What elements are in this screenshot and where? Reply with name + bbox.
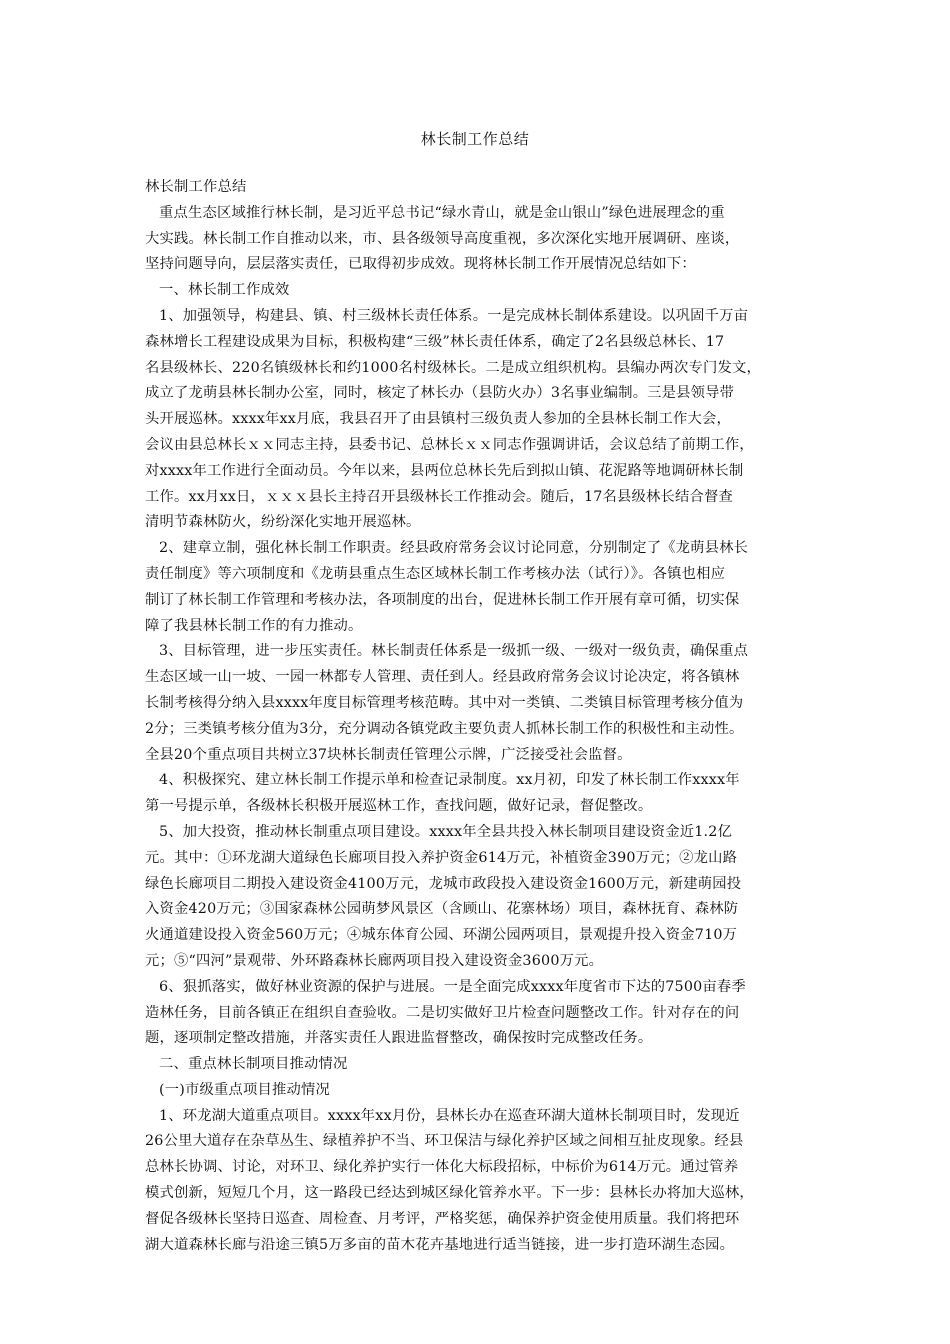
text-line: 2分；三类镇考核分值为3分，充分调动各镇党政主要负责人抓林长制工作的积极性和主动性。 (145, 720, 744, 737)
text-line: 26公里大道存在杂草丛生、绿植养护不当、环卫保洁与绿化养护区域之间相互扯皮现象。经县 (145, 1133, 744, 1150)
text-line: 5、加大投资，推动林长制重点项目建设。xxxx年全县共投入林长制项目建设资金近1.2亿 (159, 823, 733, 840)
text-line: 坚持问题导向，层层落实责任，已取得初步成效。现将林长制工作开展情况总结如下： (145, 256, 696, 273)
text-line: 一、林长制工作成效 (159, 282, 290, 299)
text-line: 模式创新，短短几个月，这一路段已经达到城区绿化管养水平。下一步：县林长办将加大巡林， (145, 1185, 754, 1202)
text-line: 林长制工作总结 (145, 179, 247, 195)
text-line: 制订了林长制工作管理和考核办法，各项制度的出台，促进林长制工作开展有章可循，切实保 (145, 591, 740, 608)
document-body (145, 175, 805, 1258)
text-line: 总林长协调、讨论，对环卫、绿化养护实行一体化大标段招标，中标价为614万元。通过管养 (145, 1159, 739, 1176)
text-line: 生态区域一山一坡、一园一林都专人管理、责任到人。经县政府常务会议讨论决定，将各镇林 (145, 669, 740, 686)
text-line: 造林任务，目前各镇正在组织自查验收。二是切实做好卫片检查问题整改工作。针对存在的问 (145, 1004, 740, 1021)
text-line: 1、加强领导，构建县、镇、村三级林长责任体系。一是完成林长制体系建设。以巩固千万亩 (159, 307, 749, 324)
text-line: 长制考核得分纳入县xxxx年度目标管理考核范畴。其中对一类镇、二类镇目标管理考核分值为 (145, 694, 744, 711)
text-line: 4、积极探究、建立林长制工作提示单和检查记录制度。xx月初，印发了林长制工作xxxx年 (159, 772, 740, 789)
text-line: 大实践。林长制工作自推动以来，市、县各级领导高度重视，多次深化实地开展调研、座谈， (145, 230, 740, 247)
text-line: 入资金420万元；③国家森林公园萌梦风景区（含顾山、花寨林场）项目，森林抚育、森林防 (145, 901, 739, 918)
text-line: 元；⑤“四河”景观带、外环路森林长廊两项目投入建设资金3600万元。 (145, 952, 604, 969)
text-line: 对xxxx年工作进行全面动员。今年以来，县两位总林长先后到拟山镇、花泥路等地调研林长制 (145, 462, 744, 479)
document-title: 林长制工作总结 (420, 130, 530, 148)
text-line: 名县级林长、220名镇级林长和约1000名村级林长。二是成立组织机构。县编办两次专门发文， (145, 359, 761, 376)
text-line: 责任制度》等六项制度和《龙萌县重点生态区域林长制工作考核办法（试行）》。各镇也相应 (145, 565, 726, 582)
text-line: 森林增长工程建设成果为目标，积极构建“三级”林长责任体系，确定了2名县级总林长、17 (145, 333, 725, 350)
text-line: 元。其中：①环龙湖大道绿色长廊项目投入养护资金614万元，补植资金390万元；②龙山路 (145, 849, 738, 866)
text-line: 6、狠抓落实，做好林业资源的保护与进展。一是全面完成xxxx年度省市下达的7500亩春季 (159, 978, 746, 995)
text-line: 二、重点林长制项目推动情况 (159, 1056, 348, 1073)
text-line: 督促各级林长坚持日巡查、周检查、月考评，严格奖惩，确保养护资金使用质量。我们将把环 (145, 1210, 740, 1227)
text-line: 2、建章立制，强化林长制工作职责。经县政府常务会议讨论同意，分别制定了《龙萌县林长 (159, 540, 749, 557)
text-line: 绿色长廊项目二期投入建设资金4100万元，龙城市政段投入建设资金1600万元，新建萌园投 (145, 875, 742, 892)
text-line: 题，逐项制定整改措施，并落实责任人跟进监督整改，确保按时完成整改任务。 (145, 1030, 653, 1047)
text-line: 会议由县总林长ｘｘ同志主持，县委书记、总林长ｘｘ同志作强调讲话，会议总结了前期工作， (145, 436, 754, 453)
text-line: (一)市级重点项目推动情况 (159, 1081, 331, 1098)
text-line: 头开展巡林。xxxx年xx月底，我县召开了由县镇村三级负责人参加的全县林长制工作大会， (145, 411, 731, 428)
text-line: 1、环龙湖大道重点项目。xxxx年xx月份，县林长办在巡查环湖大道林长制项目时，发现近 (159, 1107, 740, 1124)
text-line: 第一号提示单，各级林长积极开展巡林工作，查找问题，做好记录，督促整改。 (145, 798, 653, 815)
text-line: 障了我县林长制工作的有力推动。 (145, 617, 363, 634)
text-line: 3、目标管理，进一步压实责任。林长制责任体系是一级抓一级、一级对一级负责，确保重点 (159, 643, 749, 660)
text-line: 重点生态区域推行林长制，是习近平总书记“绿水青山，就是金山银山”绿色进展理念的重 (159, 204, 725, 221)
text-line: 全县20个重点项目共树立37块林长制责任管理公示牌，广泛接受社会监督。 (145, 746, 632, 763)
text-line: 湖大道森林长廊与沿途三镇5万多亩的苗木花卉基地进行适当链接，进一步打造环湖生态园。 (145, 1236, 735, 1253)
text-line: 火通道建设投入资金560万元；④城东体育公园、环湖公园两项目，景观提升投入资金710万 (145, 927, 738, 944)
text-line: 成立了龙萌县林长制办公室，同时，核定了林长办（县防火办）3名事业编制。三是县领导带 (145, 385, 735, 402)
text-line: 工作。xx月xx日，ｘｘｘ县长主持召开县级林长工作推动会。随后，17名县级林长结合督查 (145, 488, 734, 505)
text-line: 清明节森林防火，纷纷深化实地开展巡林。 (145, 514, 421, 531)
